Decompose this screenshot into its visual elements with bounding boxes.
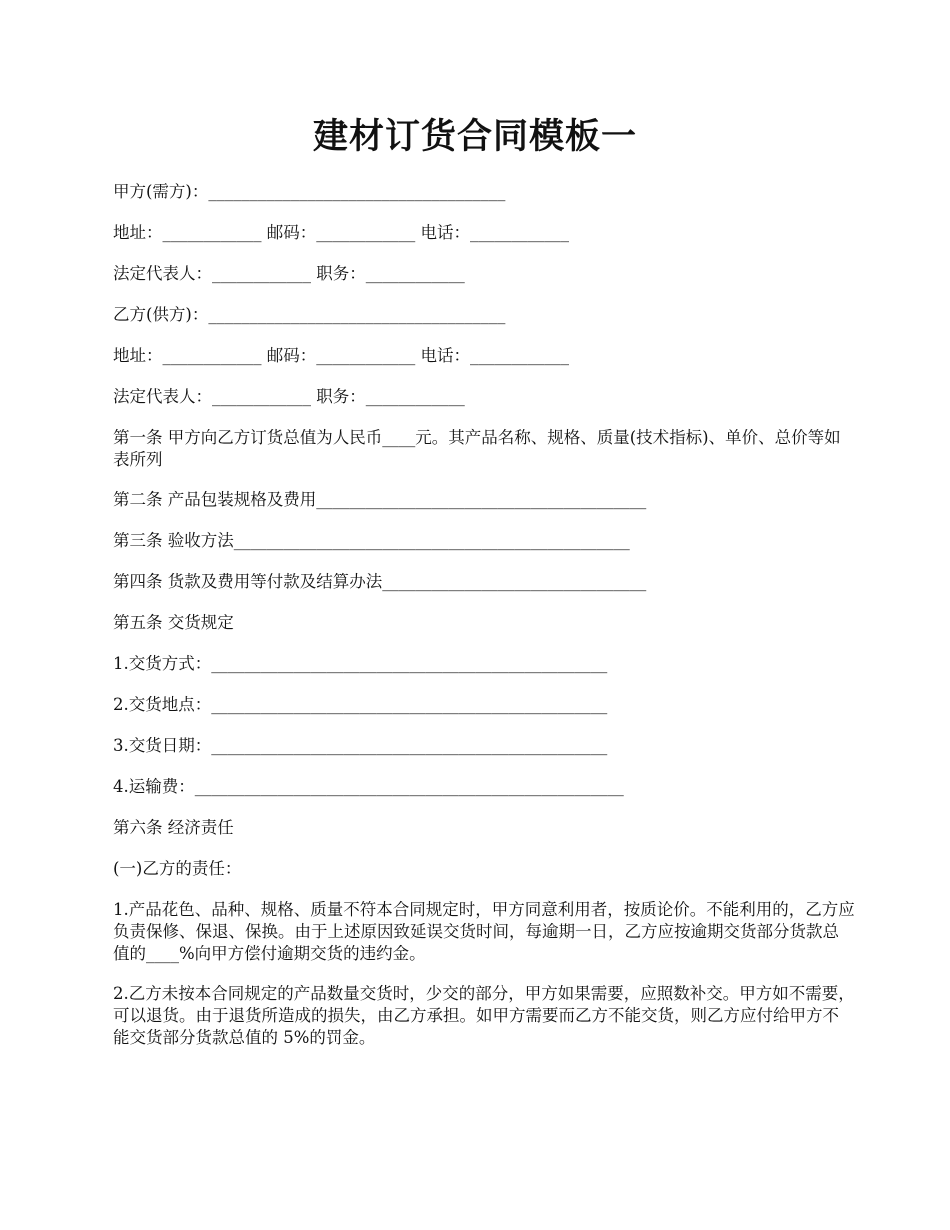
party-a-address-line: 地址：____________ 邮码：____________ 电话：____________: [113, 223, 569, 242]
party-b-responsibility-heading: (一)乙方的责任：: [113, 859, 242, 878]
article-4: 第四条 货款及费用等付款及结算办法________________________________: [113, 572, 647, 591]
article-2: 第二条 产品包装规格及费用________________________________________: [113, 490, 647, 509]
article-5-heading: 第五条 交货规定: [113, 613, 234, 632]
party-a-line: 甲方(需方)：____________________________________: [113, 182, 506, 201]
article-1: 第一条 甲方向乙方订货总值为人民币____元。其产品名称、规格、质量(技术指标)、单价、总价等如表所列: [113, 428, 841, 469]
article-6-heading: 第六条 经济责任: [113, 818, 234, 837]
party-b-address-line: 地址：____________ 邮码：____________ 电话：____________: [113, 346, 569, 365]
delivery-date-line: 3.交货日期：________________________________________________: [113, 736, 608, 755]
delivery-location-line: 2.交货地点：________________________________________________: [113, 695, 608, 714]
responsibility-clause-2: 2.乙方未按本合同规定的产品数量交货时，少交的部分，甲方如果需要，应照数补交。甲方如不需要，可以退货。由于退货所造成的损失，由乙方承担。如甲方需要而乙方不能交货，则乙方应付给甲方不能交货部分货款总值的 5%的罚金。: [113, 984, 855, 1047]
freight-line: 4.运输费：____________________________________________________: [113, 777, 624, 796]
document-body: [113, 181, 855, 1068]
document-title: 建材订货合同模板一: [312, 116, 637, 157]
party-b-representative-line: 法定代表人：____________ 职务：____________: [113, 387, 465, 406]
responsibility-clause-1: 1.产品花色、品种、规格、质量不符本合同规定时，甲方同意利用者，按质论价。不能利用的，乙方应负责保修、保退、保换。由于上述原因致延误交货时间，每逾期一日，乙方应按逾期交货部分货款总值的____%向甲方偿付逾期交货的违约金。: [113, 900, 855, 963]
party-b-line: 乙方(供方)：____________________________________: [113, 305, 506, 324]
article-3: 第三条 验收方法________________________________________________: [113, 531, 630, 550]
delivery-method-line: 1.交货方式：________________________________________________: [113, 654, 608, 673]
party-a-representative-line: 法定代表人：____________ 职务：____________: [113, 264, 465, 283]
